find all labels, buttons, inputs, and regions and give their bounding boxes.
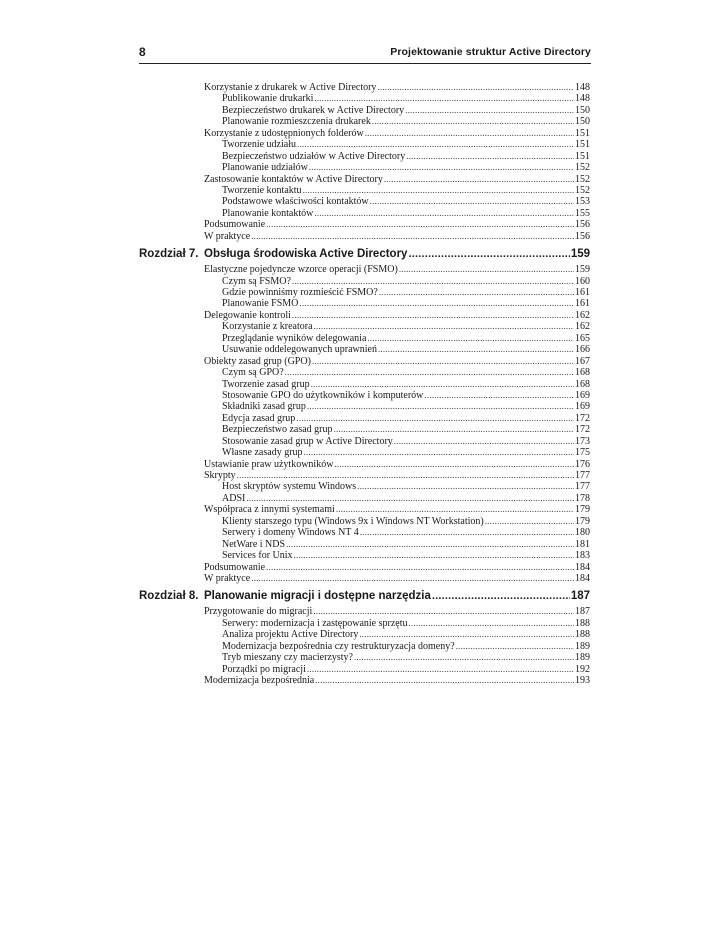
dot-leader — [384, 174, 574, 185]
dot-leader — [394, 436, 574, 447]
dot-leader — [307, 664, 574, 675]
dot-leader — [292, 276, 574, 287]
toc-entry-line — [222, 447, 590, 458]
entry-page-number: 168 — [575, 367, 590, 379]
toc-subsection — [0, 413, 728, 424]
toc-entry-line — [204, 247, 590, 261]
dot-leader — [456, 641, 574, 652]
entry-title: Serwery: modernizacja i zastępowanie sprzętu — [222, 617, 408, 629]
entry-page-number: 148 — [575, 82, 590, 93]
entry-page-number: 166 — [575, 344, 590, 356]
dot-leader — [296, 413, 574, 424]
entry-page-number: 187 — [570, 590, 590, 603]
dot-leader — [365, 128, 574, 139]
entry-page-number: 188 — [575, 617, 590, 629]
entry-page-number: 165 — [575, 332, 590, 344]
toc-section — [0, 174, 728, 185]
entry-title: Korzystanie z kreatora — [222, 321, 313, 333]
entry-title: NetWare i NDS — [222, 538, 286, 550]
entry-page-number: 193 — [575, 675, 590, 686]
dot-leader — [294, 550, 574, 561]
entry-title: ADSI — [222, 492, 246, 504]
toc-entry-line — [222, 105, 590, 116]
toc-entry-line — [222, 287, 590, 298]
toc-subsection — [0, 550, 728, 561]
entry-page-number: 184 — [575, 561, 590, 573]
dot-leader — [266, 562, 574, 573]
toc-subsection — [0, 116, 728, 127]
entry-title: Tworzenie kontaktu — [222, 184, 302, 196]
entry-page-number: 187 — [575, 606, 590, 618]
toc-subsection — [0, 618, 728, 629]
table-of-contents — [0, 82, 728, 686]
dot-leader — [334, 459, 574, 470]
toc-subsection — [0, 105, 728, 116]
entry-page-number: 178 — [575, 492, 590, 504]
dot-leader — [251, 573, 574, 584]
toc-subsection — [0, 436, 728, 447]
entry-page-number: 177 — [575, 481, 590, 493]
toc-subsection — [0, 539, 728, 550]
toc-subsection — [0, 367, 728, 378]
toc-section — [0, 675, 728, 686]
dot-leader — [406, 151, 574, 162]
entry-title: Podstawowe właściwości kontaktów — [222, 196, 369, 208]
entry-title: Tworzenie udziału — [222, 139, 296, 151]
entry-page-number: 192 — [575, 663, 590, 675]
entry-page-number: 155 — [575, 207, 590, 219]
toc-section — [0, 459, 728, 470]
dot-leader — [336, 504, 574, 515]
entry-title: Elastyczne pojedyncze wzorce operacji (FSMO) — [204, 264, 398, 276]
toc-section — [0, 504, 728, 515]
toc-entry-line — [222, 401, 590, 412]
toc-subsection — [0, 139, 728, 150]
entry-title: Serwery i domeny Windows NT 4 — [222, 527, 359, 539]
entry-page-number: 152 — [575, 173, 590, 185]
toc-entry-line — [222, 641, 590, 652]
toc-entry-line — [222, 367, 590, 378]
page-header — [139, 43, 591, 64]
entry-title: Czym są FSMO? — [222, 275, 291, 287]
entry-title: Analiza projektu Active Directory — [222, 629, 359, 641]
toc-subsection — [0, 493, 728, 504]
toc-subsection — [0, 151, 728, 162]
dot-leader — [266, 219, 574, 230]
toc-entry-line — [222, 481, 590, 492]
entry-page-number: 177 — [575, 470, 590, 481]
toc-section — [0, 356, 728, 367]
entry-title: Gdzie powinniśmy rozmieścić FSMO? — [222, 287, 378, 298]
toc-subsection — [0, 390, 728, 401]
entry-title: Publikowanie drukarki — [222, 93, 314, 105]
entry-title: W praktyce — [204, 230, 251, 242]
entry-page-number: 151 — [575, 127, 590, 139]
dot-leader — [405, 105, 574, 116]
toc-subsection — [0, 664, 728, 675]
entry-title: Podsumowanie — [204, 219, 266, 231]
entry-page-number: 150 — [575, 104, 590, 116]
entry-page-number: 148 — [575, 93, 590, 105]
toc-entry-line — [204, 573, 590, 584]
entry-title: Zastosowanie kontaktów w Active Directory — [204, 173, 383, 185]
toc-entry-line — [222, 139, 590, 150]
dot-leader — [299, 298, 574, 309]
dot-leader — [372, 116, 574, 127]
dot-leader — [485, 516, 574, 527]
dot-leader — [314, 321, 574, 332]
entry-title: Usuwanie oddelegowanych uprawnień — [222, 344, 377, 356]
entry-title: Własne zasady grup — [222, 447, 303, 459]
toc-subsection — [0, 527, 728, 538]
toc-entry-line — [222, 664, 590, 675]
entry-title: Klienty starszego typu (Windows 9x i Windows NT Workstation) — [222, 515, 484, 527]
toc-subsection — [0, 196, 728, 207]
dot-leader — [312, 356, 574, 367]
dot-leader — [359, 629, 574, 640]
entry-title: Bezpieczeństwo drukarek w Active Directory — [222, 104, 405, 116]
toc-subsection — [0, 162, 728, 173]
entry-page-number: 179 — [575, 504, 590, 516]
entry-title: Korzystanie z drukarek w Active Directory — [204, 82, 377, 93]
dot-leader — [378, 344, 574, 355]
entry-title: W praktyce — [204, 572, 251, 584]
toc-subsection — [0, 93, 728, 104]
toc-entry-line — [204, 264, 590, 275]
toc-entry-line — [222, 93, 590, 104]
entry-page-number: 172 — [575, 412, 590, 424]
toc-entry-line — [222, 276, 590, 287]
toc-entry-line — [204, 231, 590, 242]
toc-entry-line — [204, 219, 590, 230]
dot-leader — [408, 618, 574, 629]
entry-title: Planowanie rozmieszczenia drukarek — [222, 116, 371, 128]
entry-page-number: 169 — [575, 401, 590, 413]
toc-entry-line — [222, 116, 590, 127]
dot-leader — [334, 424, 574, 435]
entry-page-number: 168 — [575, 378, 590, 390]
toc-entry-line — [222, 390, 590, 401]
dot-leader — [311, 379, 574, 390]
toc-entry-line — [222, 298, 590, 309]
entry-page-number: 152 — [575, 184, 590, 196]
toc-entry-line — [204, 562, 590, 573]
dot-leader — [286, 539, 574, 550]
entry-page-number: 156 — [575, 230, 590, 242]
entry-page-number: 181 — [575, 538, 590, 550]
entry-page-number: 189 — [575, 640, 590, 652]
toc-entry-line — [222, 618, 590, 629]
entry-title: Obsługa środowiska Active Directory — [204, 248, 408, 261]
dot-leader — [357, 481, 574, 492]
entry-page-number: 159 — [575, 264, 590, 276]
dot-leader — [246, 493, 574, 504]
toc-section — [0, 219, 728, 230]
toc-entry-line — [204, 675, 590, 686]
toc-entry-line — [204, 504, 590, 515]
entry-page-number: 169 — [575, 389, 590, 401]
entry-page-number: 161 — [575, 287, 590, 298]
toc-entry-line — [222, 344, 590, 355]
toc-entry-line — [204, 82, 590, 93]
entry-title: Stosowanie zasad grup w Active Directory — [222, 435, 393, 447]
entry-page-number: 167 — [575, 355, 590, 367]
dot-leader — [354, 652, 574, 663]
entry-page-number: 156 — [575, 219, 590, 231]
toc-subsection — [0, 208, 728, 219]
entry-title: Planowanie kontaktów — [222, 207, 314, 219]
dot-leader — [315, 675, 574, 686]
toc-subsection — [0, 629, 728, 640]
toc-entry-line — [222, 151, 590, 162]
entry-title: Delegowanie kontroli — [204, 309, 291, 321]
entry-title: Bezpieczeństwo udziałów w Active Directory — [222, 150, 406, 162]
entry-page-number: 183 — [575, 550, 590, 562]
dot-leader — [399, 264, 574, 275]
entry-page-number: 179 — [575, 515, 590, 527]
entry-title: Services for Unix — [222, 550, 293, 562]
dot-leader — [408, 247, 569, 261]
dot-leader — [297, 139, 574, 150]
entry-title: Tryb mieszany czy macierzysty? — [222, 652, 353, 664]
entry-title: Planowanie migracji i dostępne narzędzia — [204, 590, 431, 603]
entry-page-number: 153 — [575, 196, 590, 208]
chapter-label: Rozdział 8. — [139, 590, 199, 603]
toc-chapter — [0, 584, 728, 606]
entry-page-number: 150 — [575, 116, 590, 128]
toc-subsection — [0, 481, 728, 492]
entry-title: Stosowanie GPO do użytkowników i komputerów — [222, 389, 424, 401]
entry-page-number: 162 — [575, 309, 590, 321]
dot-leader — [292, 310, 574, 321]
toc-subsection — [0, 447, 728, 458]
toc-section — [0, 573, 728, 584]
dot-leader — [237, 470, 574, 481]
toc-entry-line — [204, 356, 590, 367]
dot-leader — [303, 185, 574, 196]
toc-entry-line — [204, 174, 590, 185]
entry-title: Porządki po migracji — [222, 663, 306, 675]
toc-entry-line — [222, 196, 590, 207]
entry-title: Planowanie FSMO — [222, 298, 299, 310]
toc-entry-line — [204, 606, 590, 617]
dot-leader — [432, 589, 570, 603]
toc-section — [0, 264, 728, 275]
entry-title: Składniki zasad grup — [222, 401, 306, 413]
entry-page-number: 175 — [575, 447, 590, 459]
toc-entry-line — [222, 516, 590, 527]
entry-page-number: 172 — [575, 424, 590, 436]
toc-entry-line — [222, 652, 590, 663]
toc-entry-line — [204, 310, 590, 321]
toc-section — [0, 128, 728, 139]
chapter-label: Rozdział 7. — [139, 248, 199, 261]
entry-title: Przygotowanie do migracji — [204, 606, 313, 618]
dot-leader — [424, 390, 574, 401]
entry-title: Modernizacja bezpośrednia — [204, 675, 315, 686]
toc-entry-line — [222, 379, 590, 390]
dot-leader — [360, 527, 574, 538]
toc-entry-line — [222, 493, 590, 504]
toc-subsection — [0, 401, 728, 412]
toc-subsection — [0, 287, 728, 298]
dot-leader — [379, 287, 574, 298]
toc-subsection — [0, 185, 728, 196]
entry-page-number: 176 — [575, 458, 590, 470]
entry-page-number: 151 — [575, 150, 590, 162]
entry-title: Tworzenie zasad grup — [222, 378, 310, 390]
entry-title: Korzystanie z udostępnionych folderów — [204, 127, 364, 139]
toc-subsection — [0, 424, 728, 435]
entry-title: Obiekty zasad grup (GPO) — [204, 355, 311, 367]
toc-entry-line — [222, 629, 590, 640]
toc-entry-line — [222, 436, 590, 447]
toc-chapter — [0, 242, 728, 264]
running-title: Projektowanie struktur Active Directory — [390, 46, 591, 58]
toc-entry-line — [222, 333, 590, 344]
toc-entry-line — [222, 550, 590, 561]
entry-title: Bezpieczeństwo zasad grup — [222, 424, 333, 436]
entry-page-number: 152 — [575, 162, 590, 174]
toc-section — [0, 231, 728, 242]
dot-leader — [314, 93, 574, 104]
dot-leader — [304, 447, 574, 458]
entry-title: Czym są GPO? — [222, 367, 284, 379]
toc-subsection — [0, 652, 728, 663]
entry-page-number: 184 — [575, 572, 590, 584]
entry-page-number: 151 — [575, 139, 590, 151]
toc-entry-line — [222, 413, 590, 424]
entry-title: Skrypty — [204, 470, 236, 481]
toc-subsection — [0, 379, 728, 390]
dot-leader — [367, 333, 574, 344]
toc-entry-line — [222, 527, 590, 538]
entry-title: Host skryptów systemu Windows — [222, 481, 357, 493]
entry-title: Podsumowanie — [204, 561, 266, 573]
toc-subsection — [0, 333, 728, 344]
toc-section — [0, 310, 728, 321]
toc-subsection — [0, 321, 728, 332]
toc-entry-line — [222, 208, 590, 219]
toc-entry-line — [222, 539, 590, 550]
dot-leader — [314, 208, 574, 219]
toc-entry-line — [204, 589, 590, 603]
entry-page-number: 173 — [575, 435, 590, 447]
toc-subsection — [0, 344, 728, 355]
toc-entry-line — [204, 459, 590, 470]
entry-page-number: 188 — [575, 629, 590, 641]
entry-page-number: 180 — [575, 527, 590, 539]
toc-subsection — [0, 516, 728, 527]
dot-leader — [370, 196, 574, 207]
entry-page-number: 159 — [570, 248, 590, 261]
entry-page-number: 189 — [575, 652, 590, 664]
entry-title: Współpraca z innymi systemami — [204, 504, 335, 516]
toc-section — [0, 470, 728, 481]
toc-entry-line — [222, 424, 590, 435]
entry-title: Modernizacja bezpośrednia czy restrukturyzacja domeny? — [222, 640, 455, 652]
toc-subsection — [0, 276, 728, 287]
toc-section — [0, 562, 728, 573]
page-number: 8 — [139, 45, 146, 59]
entry-title: Przeglądanie wyników delegowania — [222, 332, 367, 344]
entry-page-number: 161 — [575, 298, 590, 310]
dot-leader — [377, 82, 574, 93]
toc-entry-line — [204, 470, 590, 481]
toc-entry-line — [222, 185, 590, 196]
entry-title: Ustawianie praw użytkowników — [204, 458, 334, 470]
toc-entry-line — [222, 321, 590, 332]
entry-title: Edycja zasad grup — [222, 412, 296, 424]
entry-title: Planowanie udziałów — [222, 162, 308, 174]
dot-leader — [251, 231, 574, 242]
dot-leader — [309, 162, 574, 173]
entry-page-number: 160 — [575, 275, 590, 287]
toc-section — [0, 606, 728, 617]
dot-leader — [285, 367, 574, 378]
dot-leader — [313, 606, 574, 617]
toc-entry-line — [204, 128, 590, 139]
dot-leader — [307, 401, 574, 412]
toc-section — [0, 82, 728, 93]
entry-page-number: 162 — [575, 321, 590, 333]
toc-subsection — [0, 298, 728, 309]
toc-subsection — [0, 641, 728, 652]
toc-entry-line — [222, 162, 590, 173]
